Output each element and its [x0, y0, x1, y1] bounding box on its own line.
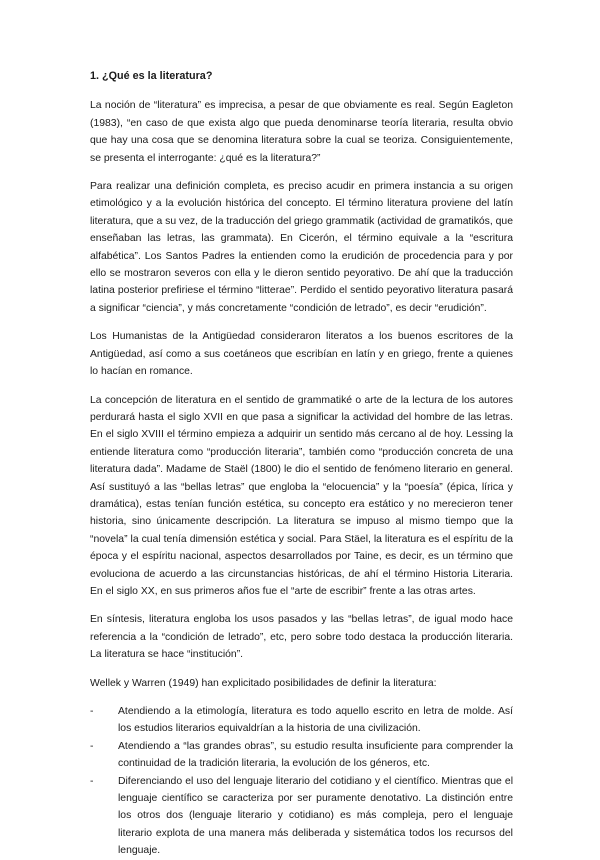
paragraph-etymology: Para realizar una definición completa, es preciso acudir en primera instancia a su origen etimológico y a la evolución histórica del concepto. El término literatura proviene del latín literatura, que a su vez, de la traducción del griego grammatik (actividad de gramatikós, que enseñaban las letras, las grammata). En Cicerón, el término equivale a la “escritura alfabética”. Los Santos Padres la entienden como la erudición de procedencia para y por ello se mostraron severos con ella y le dieron sentido peyorativo. De ahí que la traducción latina posterior prefiriese el término “litterae”. Perdido el sentido peyorativo literatura pasará a significar “ciencia”, y más concretamente “condición de letrado”, es decir “erudición”.	[90, 181, 513, 314]
document-page	[90, 68, 513, 860]
list-item	[90, 738, 513, 773]
list-item-text: Atendiendo a “las grandes obras”, su estudio resulta insuficiente para comprender la continuidad de la tradición literaria, la evolución de los géneros, etc.	[118, 740, 513, 770]
paragraph-humanists: Los Humanistas de la Antigüedad consideraron literatos a los buenos escritores de la Antigüedad, así como a sus coetáneos que escribían en latín y en griego, frente a quienes lo hacían en romance.	[90, 331, 513, 378]
list-bullet: -	[90, 706, 94, 717]
list-bullet: -	[90, 775, 94, 787]
list-bullet: -	[90, 740, 94, 752]
list-item-text: Diferenciando el uso del lenguaje literario del cotidiano y el científico. Mientras que el lenguaje científico se caracteriza por ser puramente denotativo. La distinción entre los otros dos (lenguaje literario y cotidiano) es más compleja, pero el lenguaje literario explota de una manera más deliberada y sistemática todos los recursos del lenguaje.	[118, 775, 513, 857]
list-item	[90, 703, 513, 738]
paragraph-conception: La concepción de literatura en el sentido de grammatiké o arte de la lectura de los autores perdurará hasta el siglo XVII en que pasa a significar la actividad del hombre de las letras. En el siglo XVIII el término empieza a adquirir un sentido más cercano al de hoy. Lessing la entiende literatura como “producción literaria”, también como “producción concreta de una literatura dada”. Madame de Staël (1800) le dio el sentido de fenómeno literario en general. Así sustituyó a las “bellas letras” que engloba la “elocuencia” y la “poesía” (épica, lírica y dramática), estas tenían función estética, su concepto era estático y no merecieron tener historia, sino únicamente descripción. La literatura se impuso al mismo tiempo que la “novela” la cual tenía dimensión estética y social. Para Stäel, la literatura es el espíritu de la época y el espíritu nacional, aspectos desarrollados por Taine, es decir, es un término que evoluciona de acuerdo a las circunstancias históricas, de ahí el término Historia Literaria. En el siglo XX, en sus primeros años fue el “arte de escribir” frente a las otras artes.	[90, 394, 513, 597]
list-item	[90, 773, 513, 860]
paragraph-synthesis: En síntesis, literatura engloba los usos pasados y las “bellas letras”, de igual modo hace referencia a la “condición de letrado”, etc, pero sobre todo destaca la producción literaria. La literatura se hace “institución”.	[90, 614, 513, 661]
list-item-text: Atendiendo a la etimología, literatura es todo aquello escrito en letra de molde. Así los estudios literarios equivaldrían a la historia de una civilización.	[118, 706, 513, 735]
paragraph-definition: La noción de “literatura” es imprecisa, a pesar de que obviamente es real. Según Eagleton (1983), “en caso de que exista algo que pueda denominarse teoría literaria, resulta obvio que hay una cosa que se denomina literatura sobre la cual se teoriza. Consiguientemente, se presenta el interrogante: ¿qué es la literatura?”	[90, 100, 513, 164]
section-heading: 1. ¿Qué es la literatura?	[90, 70, 213, 82]
definitions-list	[90, 703, 513, 860]
paragraph-wellek-warren: Wellek y Warren (1949) han explicitado posibilidades de definir la literatura:	[90, 677, 437, 689]
